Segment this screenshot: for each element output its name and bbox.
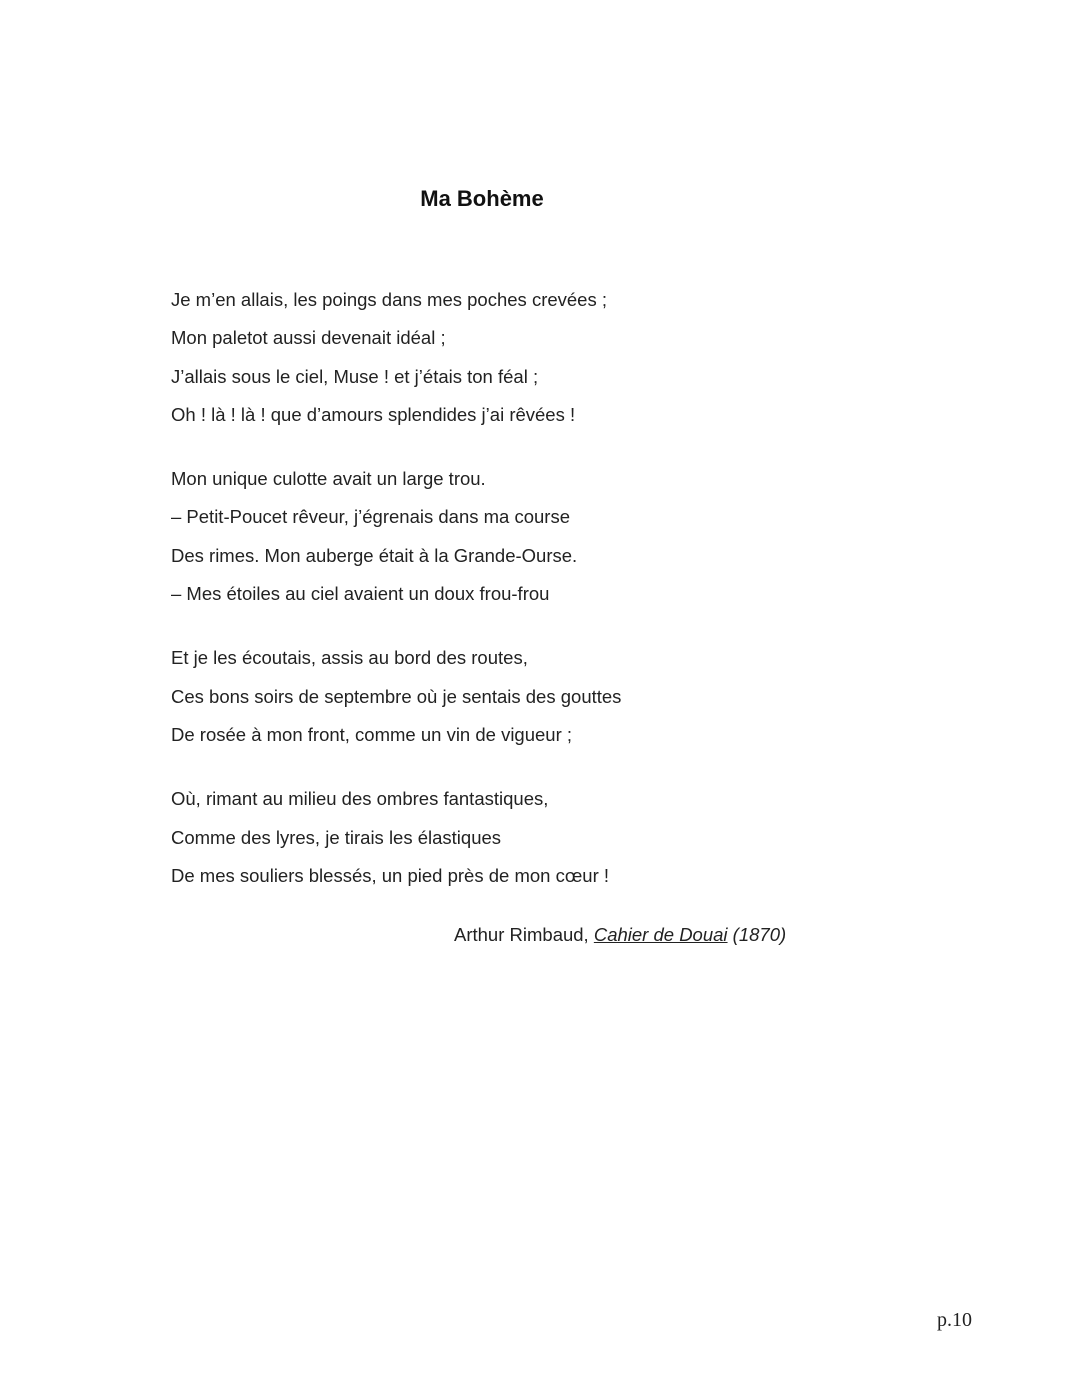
verse-line: Mon unique culotte avait un large trou. xyxy=(171,468,486,490)
verse-line: – Petit-Poucet rêveur, j’égrenais dans ma course xyxy=(171,506,570,528)
verse-line: Où, rimant au milieu des ombres fantastiques, xyxy=(171,788,549,810)
verse-line: Ces bons soirs de septembre où je sentais des gouttes xyxy=(171,685,622,707)
verse-line: – Mes étoiles au ciel avaient un doux frou-frou xyxy=(171,583,550,605)
verse-line: Je m’en allais, les poings dans mes poches crevées ; xyxy=(171,289,607,310)
stanza-4 xyxy=(171,780,871,895)
poem-title: Ma Bohème xyxy=(420,186,544,211)
stanza-1 xyxy=(171,281,871,434)
attribution-work-title: Cahier de Douai xyxy=(593,924,728,945)
attribution xyxy=(454,921,786,949)
stanza-2 xyxy=(171,460,871,613)
verse-line: De mes souliers blessés, un pied près de mon cœur ! xyxy=(171,864,610,886)
verse-line: Oh ! là ! là ! que d’amours splendides j’ai rêvées ! xyxy=(171,403,576,425)
attribution-year: (1870) xyxy=(727,924,787,945)
verse-line: Des rimes. Mon auberge était à la Grande-Ourse. xyxy=(171,544,578,566)
verse-line: Mon paletot aussi devenait idéal ; xyxy=(171,327,446,349)
verse-line: J’allais sous le ciel, Muse ! et j’étais ton féal ; xyxy=(171,365,539,387)
poem-body xyxy=(171,281,871,921)
verse-line: Et je les écoutais, assis au bord des routes, xyxy=(171,647,528,669)
verse-line: De rosée à mon front, comme un vin de vigueur ; xyxy=(171,723,573,745)
attribution-author: Arthur Rimbaud, xyxy=(454,924,594,945)
page-number: p.10 xyxy=(937,1309,972,1331)
stanza-3 xyxy=(171,639,871,754)
verse-line: Comme des lyres, je tirais les élastiques xyxy=(171,826,502,848)
